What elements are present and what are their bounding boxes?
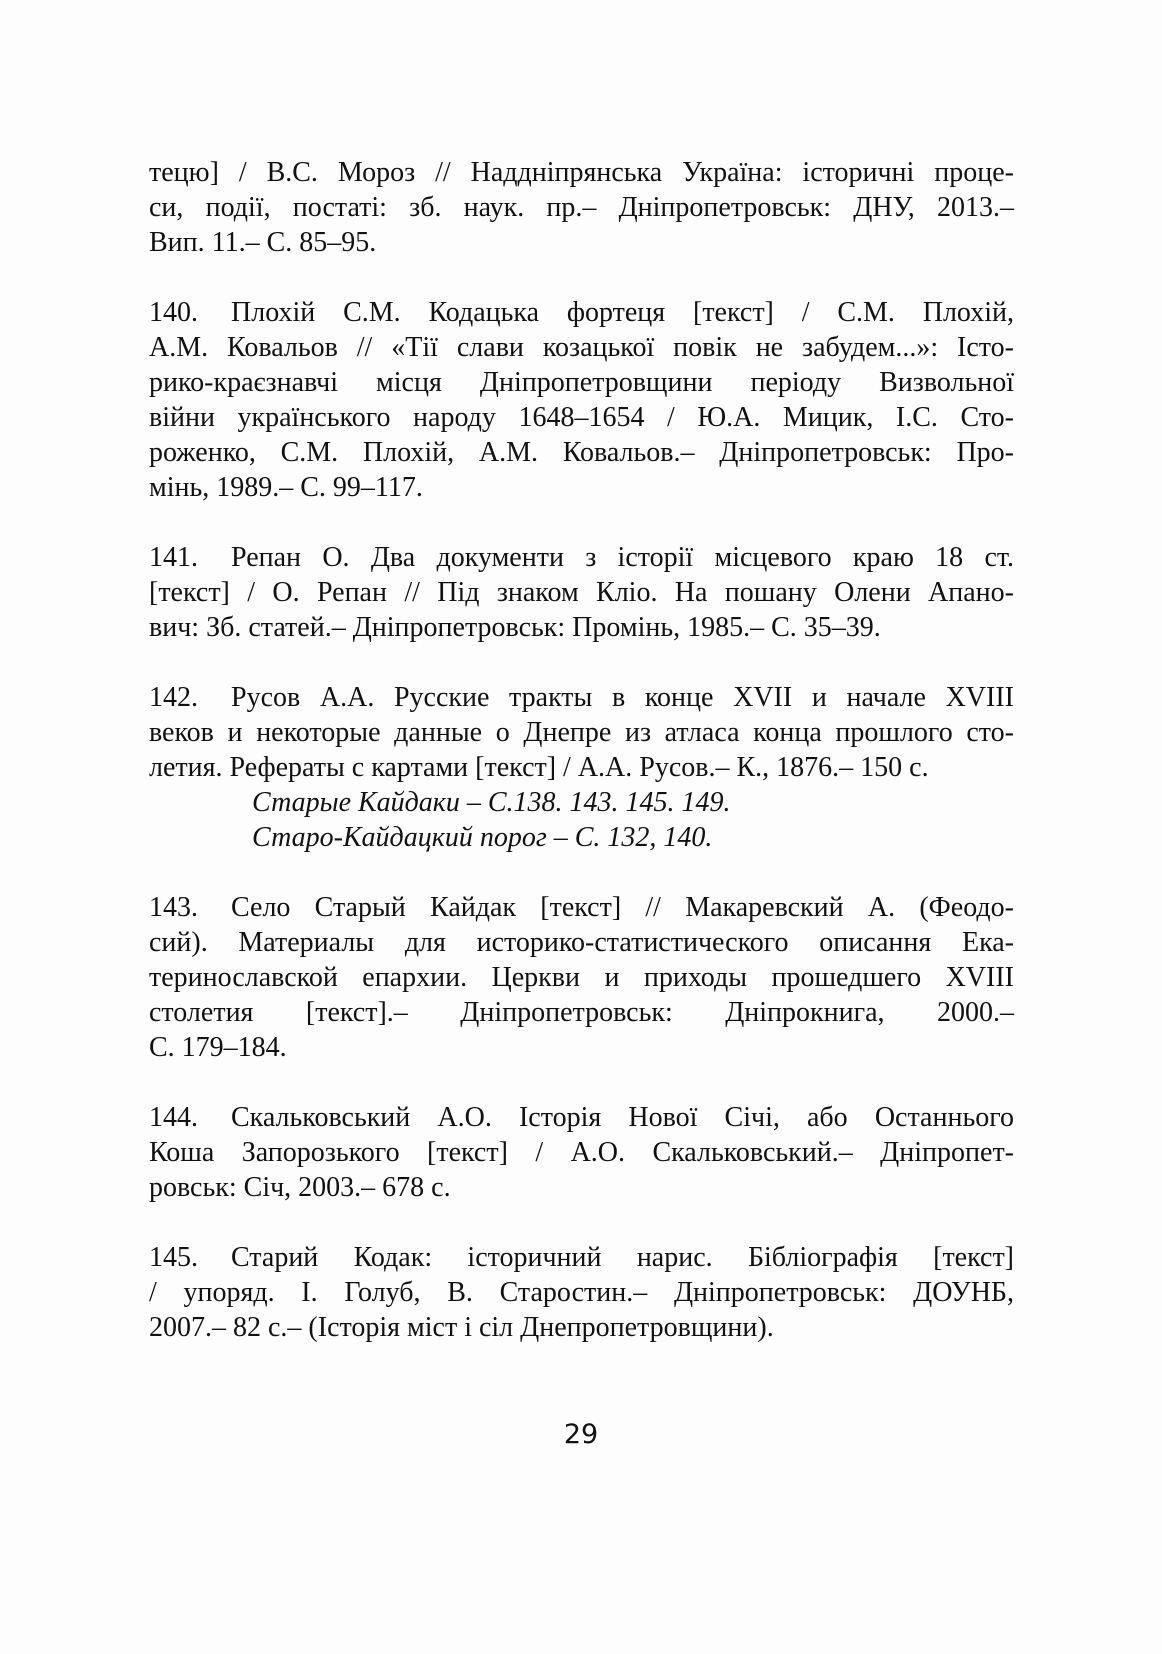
bib-entry-carryover: [149, 155, 1014, 260]
entry-line: [149, 540, 1014, 575]
entry-line: теринославской епархии. Церкви и приходы прошедшего XVIII: [149, 962, 1014, 993]
entry-line: [текст] / О. Репан // Під знаком Кліо. На пошану Олени Апано-: [149, 577, 1014, 608]
bib-entry-142: [149, 680, 1014, 855]
entry-number: 140.: [149, 297, 198, 328]
entry-text: Репан О. Два документи з історії місцевого краю 18 ст.: [231, 542, 1014, 573]
entry-line: летия. Рефераты с картами [текст] / А.А. Русов.– К., 1876.– 150 с.: [149, 752, 929, 783]
entry-line: [149, 1100, 1014, 1135]
entry-line: роженко, С.М. Плохій, А.М. Ковальов.– Дніпропетровськ: Про-: [149, 437, 1014, 468]
entry-line: 2007.– 82 с.– (Історія міст і сіл Днепропетровщини).: [149, 1312, 774, 1343]
entry-text: Скальковський А.О. Історія Нової Січі, або Останнього: [231, 1102, 1014, 1133]
entry-text: Русов А.А. Русские тракты в конце XVII и начале XVIII: [231, 682, 1014, 713]
entry-line: ровськ: Січ, 2003.– 678 с.: [149, 1172, 451, 1203]
entry-line: Коша Запорозького [текст] / А.О. Скальковський.– Дніпропет-: [149, 1137, 1014, 1168]
entry-text: Плохій С.М. Кодацька фортеця [текст] / С.М. Плохій,: [231, 297, 1014, 328]
entry-line: / упоряд. І. Голуб, В. Старостин.– Дніпропетровськ: ДОУНБ,: [149, 1277, 1014, 1308]
bib-entry-145: [149, 1240, 1014, 1345]
entry-line: мінь, 1989.– С. 99–117.: [149, 472, 423, 503]
entry-text: Село Старый Кайдак [текст] // Макаревский А. (Феодо-: [231, 892, 1014, 923]
entry-line: вич: Зб. статей.– Дніпропетровськ: Промінь, 1985.– С. 35–39.: [149, 612, 881, 643]
entry-line: [149, 890, 1014, 925]
entry-note-line: Старые Кайдаки – С.138. 143. 145. 149.: [252, 787, 731, 818]
entry-line: [149, 680, 1014, 715]
entry-note-line: Старо-Кайдацкий порог – С. 132, 140.: [252, 822, 713, 853]
entry-line: си, події, постаті: зб. наук. пр.– Дніпропетровськ: ДНУ, 2013.–: [149, 192, 1014, 223]
bibliography: [149, 155, 1014, 1345]
entry-line: тецю] / В.С. Мороз // Наддніпрянська Україна: історичні проце-: [149, 157, 1014, 188]
entry-line: війни українського народу 1648–1654 / Ю.А. Мицик, І.С. Сто-: [149, 402, 1014, 433]
entry-line: С. 179–184.: [149, 1032, 287, 1063]
entry-number: 142.: [149, 682, 198, 713]
entry-number: 144.: [149, 1102, 198, 1133]
bib-entry-140: [149, 295, 1014, 505]
entry-line: сий). Материалы для историко-статистического описання Ека-: [149, 927, 1014, 958]
entry-number: 145.: [149, 1242, 198, 1273]
entry-line: веков и некоторые данные о Днепре из атласа конца прошлого сто-: [149, 717, 1014, 748]
entry-line: [149, 295, 1014, 330]
bib-entry-141: [149, 540, 1014, 645]
entry-number: 143.: [149, 892, 198, 923]
entry-line: А.М. Ковальов // «Тії слави козацької повік не забудем...»: Істо-: [149, 332, 1014, 363]
bib-entry-143: [149, 890, 1014, 1065]
entry-line: Вип. 11.– С. 85–95.: [149, 227, 377, 258]
page-number: 29: [563, 1419, 599, 1450]
bib-entry-144: [149, 1100, 1014, 1205]
entry-line: рико-краєзнавчі місця Дніпропетровщини періоду Визвольної: [149, 367, 1014, 398]
entry-number: 141.: [149, 542, 198, 573]
entry-line: столетия [текст].– Дніпропетровськ: Дніпрокнига, 2000.–: [149, 997, 1014, 1028]
entry-line: [149, 1240, 1014, 1275]
entry-text: Старий Кодак: історичний нарис. Бібліографія [текст]: [231, 1242, 1014, 1273]
